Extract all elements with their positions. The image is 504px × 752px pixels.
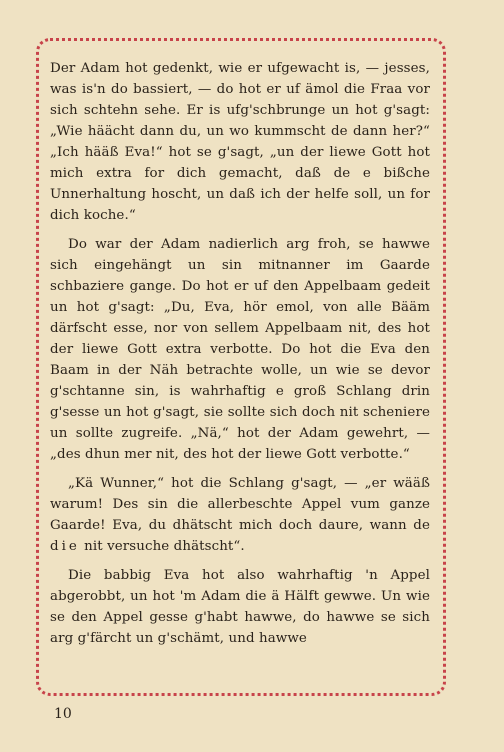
paragraph-4: Die babbig Eva hot also wahrhaftig 'n Appel abgerobbt, un hot 'm Adam die ä Hälft gewwe. Un wie se den Appel gesse g'habt hawwe, do hawwe se sich arg g'färcht un g'schämt, und hawwe (50, 568, 430, 646)
page-number: 10 (54, 706, 72, 722)
paragraph-1: Der Adam hot gedenkt, wie er ufgewacht is, — jesses, was is'n do bassiert, — do hot er uf ämol die Fraa vor sich schtehn sehe. Er is ufg'schbrunge un hot g'sagt: „Wie häächt dann du, un wo kummscht de dann her?“ „Ich hääß Eva!“ hot se g'sagt, „un der liewe Gott hot mich extra for dich gemacht, daß de e bißche Unnerhaltung hoscht, un daß ich der helfe soll, un for dich koche.“ (50, 61, 430, 223)
story-text (50, 58, 430, 649)
paragraph-3-end: nit versuche dhätscht“. (84, 539, 245, 554)
paragraph-2: Do war der Adam nadierlich arg froh, se hawwe sich eingehängt un sin mitnanner im Gaarde schbaziere gange. Do hot er uf den Appelbaam gedeit un hot g'sagt: „Du, Eva, hör emol, von alle Bääm därfscht esse, nor von sellem Appelbaam nit, des hot der liewe Gott extra verbotte. Do hot die Eva den Baam in der Näh betrachte wolle, un wie se devor g'schtanne sin, is wahrhaftig e groß Schlang drin g'sesse un hot g'sagt, sie sollte sich doch nit scheniere un sollte zugreife. „Nä,“ hot der Adam gewehrt, — „des dhun mer nit, des hot der liewe Gott verbotte.“ (50, 237, 430, 462)
emphasized-word: die (50, 539, 80, 554)
paragraph-3-start: „Kä Wunner,“ hot die Schlang g'sagt, — „er wääß warum! Des sin die allerbeschte Appel vum ganze Gaarde! Eva, du dhätscht mich doch daure, wann de (50, 476, 430, 533)
paragraph-3 (50, 473, 430, 557)
